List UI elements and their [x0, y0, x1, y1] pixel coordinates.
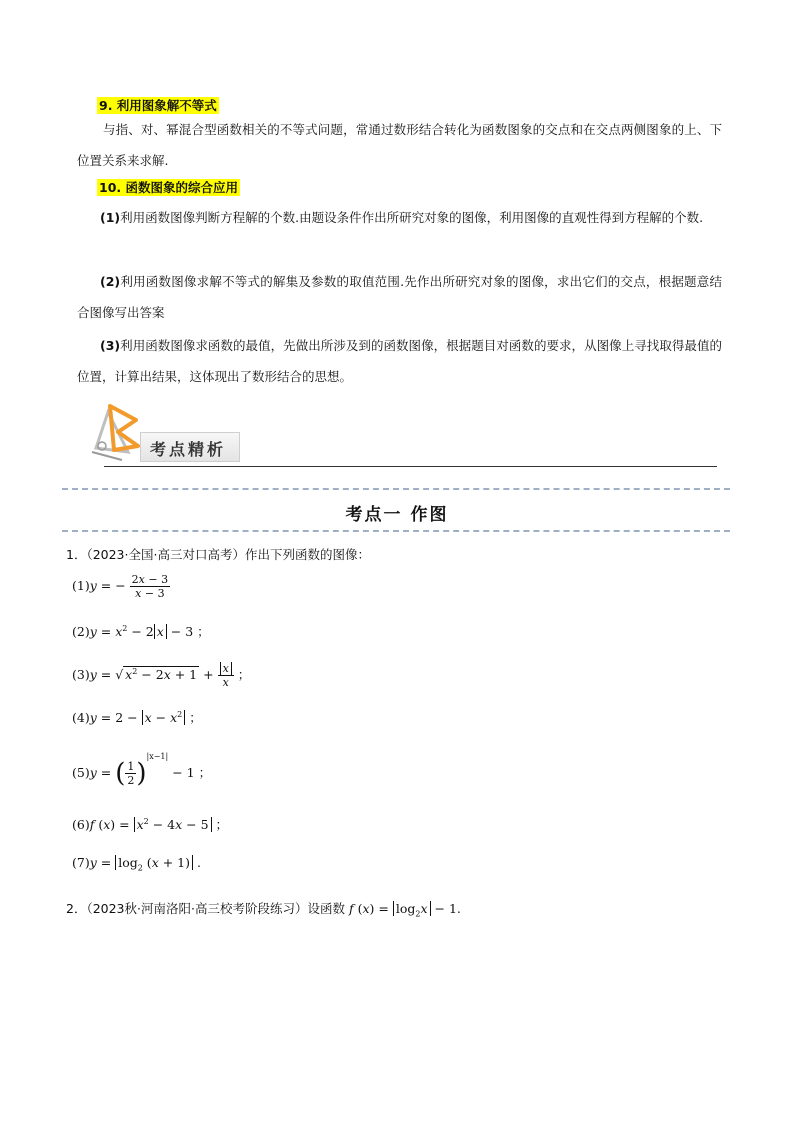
item10-paragraph-3: (3)利用函数图像求函数的最值，先做出所涉及到的函数图像，根据题目对函数的要求，从图像上寻找取得最值的位置，计算出结果，这体现出了数形结合的思想。: [77, 338, 722, 384]
bottom-dashed-divider: [62, 530, 730, 532]
problem-1-item-3: (3)y = √ $x^2 - 2x + 1$ + $\frac{x}{x}$ ；: [72, 662, 251, 689]
problem-1-item-6: (6)f $(x) = x^2 - 4x - 5$ ；: [72, 816, 229, 832]
section-title: 考点一 作图: [345, 505, 449, 525]
item10-paragraph-2: (2)利用函数图像求解不等式的解集及参数的取值范围.先作出所研究对象的图像，求出它们的交点，根据题意结合图像写出答案: [77, 274, 722, 320]
item9-heading: 9. 利用图象解不等式: [99, 98, 217, 113]
ruler-compass-emblem-icon: [88, 402, 148, 462]
problem-1-item-4: $(4)y = 2 - x - x^2$ ；: [72, 709, 202, 725]
problem-1-item-1: (1)y = − $\frac{2x - 3}{x - 3}$: [72, 573, 169, 600]
banner-label: 考点精析: [150, 440, 227, 459]
problem-1-item-2: $(2)y = x^2 - 2$ x − 3 ；: [72, 623, 210, 639]
top-dashed-divider: [62, 488, 730, 490]
problem-2-stem: 2．（2023秋·河南洛阳·高三校考阶段练习）设函数 f $(x) = \log_2x - 1$.: [66, 901, 461, 919]
banner-underline: [104, 466, 717, 467]
problem-1-stem: 1．（2023·全国·高三对口高考）作出下列函数的图像：: [66, 547, 370, 562]
item10-paragraph-1: (1)利用函数图像判断方程解的个数.由题设条件作出所研究对象的图像，利用图像的直观性得到方程解的个数.: [100, 210, 704, 225]
item10-heading: 10. 函数图象的综合应用: [99, 180, 238, 195]
problem-1-item-5: (5)y = ( $\frac{1}{2}$ )$^{|x-1|}$ − 1 ；: [72, 752, 212, 789]
item9-text: 与指、对、幂混合型函数相关的不等式问题，常通过数形结合转化为函数图象的交点和在交点两侧图象的上、下位置关系来求解.: [77, 122, 722, 168]
problem-1-item-7: $(7)y = \log_2 (x + 1)$ .: [72, 855, 201, 873]
